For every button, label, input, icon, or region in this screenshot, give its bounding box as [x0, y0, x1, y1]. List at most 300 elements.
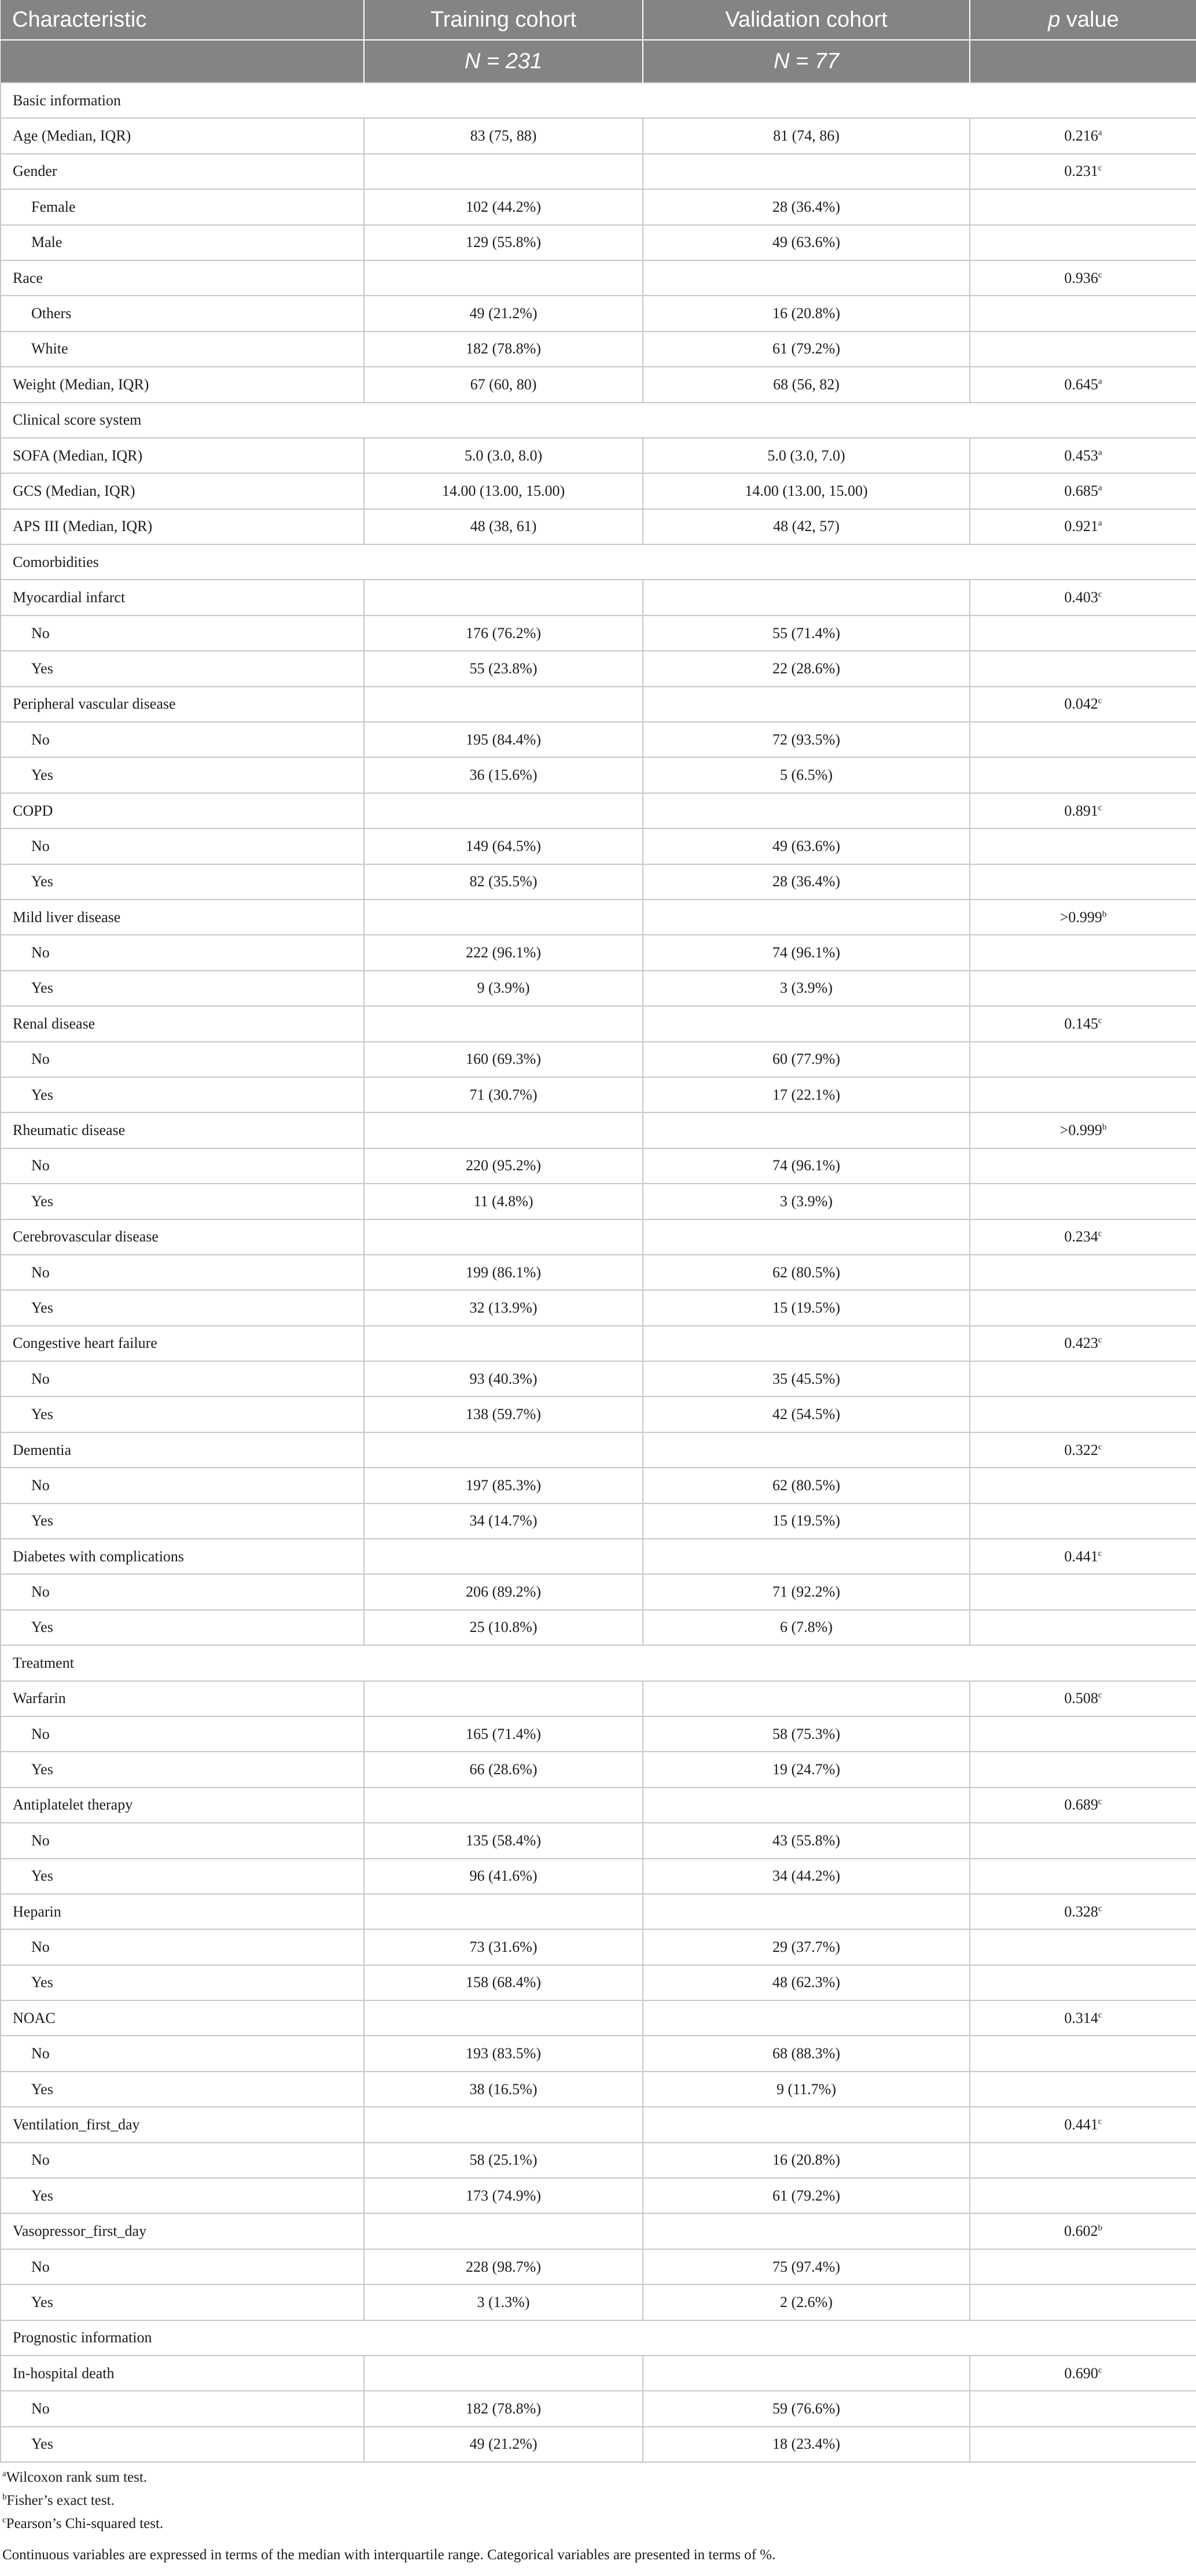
row-label: Myocardial infarct: [1, 580, 364, 615]
validation-value: [643, 687, 970, 722]
validation-value: [643, 2356, 970, 2391]
p-value-cell: [970, 616, 1196, 651]
row-label: Warfarin: [1, 1681, 364, 1716]
validation-value: [643, 580, 970, 615]
section-label: Clinical score system: [1, 403, 1196, 438]
row-label: Yes: [1, 1752, 364, 1787]
subcategory-row: [1, 1823, 1196, 1858]
validation-value: 72 (93.5%): [643, 722, 970, 757]
row-label: Race: [1, 260, 364, 296]
subcategory-row: [1, 1929, 1196, 1965]
row-label: Yes: [1, 971, 364, 1006]
validation-value: [643, 1539, 970, 1574]
validation-value: 75 (97.4%): [643, 2249, 970, 2284]
training-value: [364, 2213, 643, 2249]
row-label: Dementia: [1, 1432, 364, 1468]
p-value-cell: [970, 2036, 1196, 2071]
training-value: 158 (68.4%): [364, 1965, 643, 2000]
validation-value: 3 (3.9%): [643, 1184, 970, 1219]
header-training-cohort: Training cohort: [364, 0, 643, 40]
p-value-cell: [970, 1219, 1196, 1255]
validation-value: 68 (88.3%): [643, 2036, 970, 2071]
validation-value: 74 (96.1%): [643, 935, 970, 970]
row-label: Congestive heart failure: [1, 1326, 364, 1361]
validation-value: 60 (77.9%): [643, 1042, 970, 1077]
test-superscript: c: [1098, 1229, 1102, 1239]
table-row: [1, 509, 1196, 544]
p-value-cell: [970, 1148, 1196, 1184]
row-label: Age (Median, IQR): [1, 118, 364, 153]
header-empty: [1, 40, 364, 83]
test-superscript: a: [1098, 128, 1102, 138]
p-value-cell: [970, 2213, 1196, 2249]
row-label: No: [1, 1574, 364, 1609]
row-label: No: [1, 1255, 364, 1290]
training-value: 182 (78.8%): [364, 2391, 643, 2426]
test-superscript: c: [1098, 1016, 1102, 1026]
subcategory-row: [1, 1255, 1196, 1290]
validation-value: 3 (3.9%): [643, 971, 970, 1006]
subcategory-row: [1, 971, 1196, 1006]
row-label: Yes: [1, 1396, 364, 1432]
validation-value: [643, 1219, 970, 1255]
subcategory-row: [1, 616, 1196, 651]
validation-value: 6 (7.8%): [643, 1610, 970, 1645]
training-value: 176 (76.2%): [364, 616, 643, 651]
subcategory-row: [1, 864, 1196, 900]
p-value-cell: [970, 1965, 1196, 2000]
p-value: 0.423: [1064, 1335, 1098, 1352]
validation-value: [643, 1326, 970, 1361]
section-row: [1, 2320, 1196, 2356]
p-value-cell: [970, 2356, 1196, 2391]
training-value: 3 (1.3%): [364, 2284, 643, 2320]
p-value-cell: [970, 118, 1196, 153]
test-superscript: c: [1098, 1797, 1102, 1807]
subcategory-row: [1, 1148, 1196, 1184]
validation-value: 34 (44.2%): [643, 1859, 970, 1894]
validation-value: 14.00 (13.00, 15.00): [643, 473, 970, 508]
p-value: 0.891: [1064, 802, 1098, 819]
training-value: 228 (98.7%): [364, 2249, 643, 2284]
table-note: Continuous variables are expressed in terms of the median with interquartile range. Categorical variables are presented in terms of %.: [2, 2547, 776, 2563]
footnote-text: Fisher’s exact test.: [6, 2493, 115, 2509]
row-label: Cerebrovascular disease: [1, 1219, 364, 1255]
row-label: No: [1, 2391, 364, 2426]
row-label: GCS (Median, IQR): [1, 473, 364, 508]
validation-value: 48 (42, 57): [643, 509, 970, 544]
training-value: [364, 687, 643, 722]
test-superscript: c: [1098, 2117, 1102, 2127]
group-row: [1, 2107, 1196, 2142]
row-label: Yes: [1, 2284, 364, 2320]
validation-value: 61 (79.2%): [643, 2178, 970, 2213]
header-p-label: value: [1066, 7, 1119, 32]
row-label: No: [1, 1716, 364, 1752]
row-label: Female: [1, 189, 364, 224]
group-row: [1, 900, 1196, 935]
test-superscript: c: [1098, 2365, 1102, 2375]
validation-value: [643, 1006, 970, 1041]
training-value: [364, 260, 643, 296]
row-label: No: [1, 722, 364, 757]
p-value: 0.921: [1064, 518, 1098, 535]
validation-value: [643, 2213, 970, 2249]
validation-value: [643, 1112, 970, 1148]
validation-value: 48 (62.3%): [643, 1965, 970, 2000]
training-value: 160 (69.3%): [364, 1042, 643, 1077]
training-value: 182 (78.8%): [364, 331, 643, 367]
training-value: 34 (14.7%): [364, 1503, 643, 1539]
p-value-cell: [970, 900, 1196, 935]
subcategory-row: [1, 189, 1196, 224]
footnote-marker: b: [2, 2492, 7, 2502]
footnote: [0, 2489, 1196, 2512]
training-value: [364, 1539, 643, 1574]
subcategory-row: [1, 331, 1196, 367]
p-value-cell: [970, 864, 1196, 900]
row-label: COPD: [1, 793, 364, 828]
row-label: Mild liver disease: [1, 900, 364, 935]
validation-value: 5 (6.5%): [643, 757, 970, 793]
header-characteristic: Characteristic: [1, 0, 364, 40]
subcategory-row: [1, 1610, 1196, 1645]
row-label: Peripheral vascular disease: [1, 687, 364, 722]
training-value: 220 (95.2%): [364, 1148, 643, 1184]
group-row: [1, 1219, 1196, 1255]
p-value: 0.689: [1064, 1796, 1098, 1814]
group-row: [1, 260, 1196, 296]
group-row: [1, 1788, 1196, 1823]
p-value-cell: [970, 1255, 1196, 1290]
p-value-cell: [970, 1503, 1196, 1539]
group-row: [1, 580, 1196, 615]
test-superscript: c: [1098, 2010, 1102, 2020]
p-value-cell: [970, 2284, 1196, 2320]
training-value: [364, 900, 643, 935]
training-value: [364, 154, 643, 189]
section-label: Comorbidities: [1, 544, 1196, 580]
subcategory-row: [1, 225, 1196, 260]
training-value: [364, 1681, 643, 1716]
row-label: No: [1, 2249, 364, 2284]
p-value: >0.999: [1059, 908, 1102, 926]
section-row: [1, 403, 1196, 438]
row-label: Yes: [1, 2427, 364, 2462]
training-value: [364, 580, 643, 615]
p-value-cell: [970, 2072, 1196, 2107]
p-value-cell: [970, 225, 1196, 260]
header-validation-n: N = 77: [643, 40, 970, 83]
validation-value: [643, 1788, 970, 1823]
p-value-cell: [970, 1681, 1196, 1716]
p-value-cell: [970, 1432, 1196, 1468]
p-value-cell: [970, 971, 1196, 1006]
table-row: [1, 367, 1196, 402]
test-superscript: c: [1098, 1335, 1102, 1345]
validation-value: [643, 1894, 970, 1929]
validation-value: [643, 1432, 970, 1468]
subcategory-row: [1, 1290, 1196, 1325]
validation-value: 49 (63.6%): [643, 828, 970, 864]
test-superscript: c: [1098, 1549, 1102, 1558]
training-value: 135 (58.4%): [364, 1823, 643, 1858]
p-value-cell: [970, 2249, 1196, 2284]
validation-value: 2 (2.6%): [643, 2284, 970, 2320]
validation-value: 49 (63.6%): [643, 225, 970, 260]
test-superscript: a: [1098, 518, 1102, 528]
validation-value: 5.0 (3.0, 7.0): [643, 438, 970, 473]
validation-value: 81 (74, 86): [643, 118, 970, 153]
subcategory-row: [1, 722, 1196, 757]
training-value: [364, 793, 643, 828]
training-value: 129 (55.8%): [364, 225, 643, 260]
p-value-cell: [970, 189, 1196, 224]
p-value-cell: [970, 722, 1196, 757]
row-label: Renal disease: [1, 1006, 364, 1041]
p-value: 0.685: [1064, 482, 1098, 499]
training-value: 83 (75, 88): [364, 118, 643, 153]
validation-value: 18 (23.4%): [643, 2427, 970, 2462]
group-row: [1, 1681, 1196, 1716]
subcategory-row: [1, 1859, 1196, 1894]
p-value-cell: [970, 509, 1196, 544]
row-label: Yes: [1, 2178, 364, 2213]
test-superscript: c: [1098, 696, 1102, 706]
p-value: 0.042: [1064, 695, 1098, 713]
validation-value: [643, 900, 970, 935]
p-value: 0.453: [1064, 447, 1098, 464]
training-value: 206 (89.2%): [364, 1574, 643, 1609]
p-value-cell: [970, 331, 1196, 367]
p-value: 0.403: [1064, 589, 1098, 606]
p-value-cell: [970, 1859, 1196, 1894]
row-label: In-hospital death: [1, 2356, 364, 2391]
training-value: 5.0 (3.0, 8.0): [364, 438, 643, 473]
subcategory-row: [1, 828, 1196, 864]
row-label: Yes: [1, 757, 364, 793]
test-superscript: c: [1098, 163, 1102, 173]
p-value-cell: [970, 2391, 1196, 2426]
subcategory-row: [1, 2072, 1196, 2107]
row-label: Yes: [1, 1610, 364, 1645]
table-body: [1, 83, 1196, 2462]
row-label: Yes: [1, 1290, 364, 1325]
training-value: [364, 2107, 643, 2142]
test-superscript: a: [1098, 447, 1102, 457]
p-value-cell: [970, 2143, 1196, 2178]
p-value-cell: [970, 793, 1196, 828]
row-label: No: [1, 616, 364, 651]
validation-value: 74 (96.1%): [643, 1148, 970, 1184]
validation-value: 22 (28.6%): [643, 651, 970, 686]
training-value: 199 (86.1%): [364, 1255, 643, 1290]
training-value: [364, 1432, 643, 1468]
training-value: 14.00 (13.00, 15.00): [364, 473, 643, 508]
group-row: [1, 687, 1196, 722]
row-label: Male: [1, 225, 364, 260]
p-value-cell: [970, 296, 1196, 331]
p-value: 0.690: [1064, 2364, 1098, 2382]
row-label: No: [1, 1148, 364, 1184]
row-label: Vasopressor_first_day: [1, 2213, 364, 2249]
subcategory-row: [1, 1077, 1196, 1112]
training-value: [364, 1788, 643, 1823]
p-value: 0.441: [1064, 2116, 1098, 2133]
validation-value: 17 (22.1%): [643, 1077, 970, 1112]
row-label: No: [1, 1929, 364, 1965]
p-value: 0.936: [1064, 269, 1098, 286]
p-value-cell: [970, 1752, 1196, 1787]
training-value: 48 (38, 61): [364, 509, 643, 544]
header-row: [1, 0, 1196, 40]
training-value: 25 (10.8%): [364, 1610, 643, 1645]
p-value-cell: [970, 473, 1196, 508]
validation-value: 55 (71.4%): [643, 616, 970, 651]
validation-value: [643, 2000, 970, 2036]
row-label: Yes: [1, 864, 364, 900]
training-value: 102 (44.2%): [364, 189, 643, 224]
p-value-cell: [970, 1610, 1196, 1645]
row-label: Yes: [1, 1184, 364, 1219]
group-row: [1, 154, 1196, 189]
p-value-cell: [970, 1112, 1196, 1148]
subcategory-row: [1, 1042, 1196, 1077]
table-row: [1, 438, 1196, 473]
table-row: [1, 118, 1196, 153]
test-superscript: c: [1098, 270, 1102, 279]
row-label: Yes: [1, 1859, 364, 1894]
p-value-cell: [970, 687, 1196, 722]
test-superscript: a: [1098, 377, 1102, 386]
p-value-cell: [970, 1006, 1196, 1041]
subcategory-row: [1, 2284, 1196, 2320]
table-row: [1, 473, 1196, 508]
header-training-n: N = 231: [364, 40, 643, 83]
group-row: [1, 2356, 1196, 2391]
p-value-cell: [970, 1077, 1196, 1112]
subcategory-row: [1, 1503, 1196, 1539]
subcategory-row: [1, 2036, 1196, 2071]
row-label: Heparin: [1, 1894, 364, 1929]
training-value: [364, 1894, 643, 1929]
p-value: 0.231: [1064, 163, 1098, 180]
p-value-cell: [970, 154, 1196, 189]
test-superscript: c: [1098, 1903, 1102, 1913]
training-value: 96 (41.6%): [364, 1859, 643, 1894]
p-value-cell: [970, 1894, 1196, 1929]
p-value-cell: [970, 1539, 1196, 1574]
group-row: [1, 793, 1196, 828]
test-superscript: b: [1098, 2223, 1102, 2233]
subcategory-row: [1, 1184, 1196, 1219]
training-value: [364, 2356, 643, 2391]
training-value: 193 (83.5%): [364, 2036, 643, 2071]
row-label: Ventilation_first_day: [1, 2107, 364, 2142]
p-value-cell: [970, 935, 1196, 970]
training-value: 222 (96.1%): [364, 935, 643, 970]
subcategory-row: [1, 2427, 1196, 2462]
group-row: [1, 2213, 1196, 2249]
row-label: Yes: [1, 651, 364, 686]
section-label: Treatment: [1, 1645, 1196, 1681]
p-value-cell: [970, 651, 1196, 686]
group-row: [1, 1112, 1196, 1148]
row-label: Yes: [1, 1965, 364, 2000]
validation-value: [643, 1681, 970, 1716]
row-label: Weight (Median, IQR): [1, 367, 364, 402]
row-label: Gender: [1, 154, 364, 189]
validation-value: [643, 260, 970, 296]
p-value-cell: [970, 1184, 1196, 1219]
p-value-cell: [970, 757, 1196, 793]
test-superscript: c: [1098, 1442, 1102, 1451]
p-value: >0.999: [1059, 1122, 1102, 1139]
header-p-italic: p: [1048, 7, 1061, 32]
p-value-cell: [970, 2178, 1196, 2213]
training-value: 197 (85.3%): [364, 1468, 643, 1503]
training-value: 82 (35.5%): [364, 864, 643, 900]
subcategory-row: [1, 935, 1196, 970]
table-header: [1, 0, 1196, 83]
row-label: Yes: [1, 1077, 364, 1112]
p-value-cell: [970, 1574, 1196, 1609]
p-value-cell: [970, 367, 1196, 402]
training-value: 66 (28.6%): [364, 1752, 643, 1787]
test-superscript: b: [1102, 909, 1107, 919]
subcategory-row: [1, 1752, 1196, 1787]
header-n-row: [1, 40, 1196, 83]
p-value-cell: [970, 2107, 1196, 2142]
group-row: [1, 2000, 1196, 2036]
training-value: 58 (25.1%): [364, 2143, 643, 2178]
row-label: Rheumatic disease: [1, 1112, 364, 1148]
validation-value: 16 (20.8%): [643, 2143, 970, 2178]
subcategory-row: [1, 1716, 1196, 1752]
p-value-cell: [970, 1716, 1196, 1752]
subcategory-row: [1, 1361, 1196, 1396]
group-row: [1, 1326, 1196, 1361]
validation-value: [643, 154, 970, 189]
validation-value: 62 (80.5%): [643, 1255, 970, 1290]
p-value: 0.145: [1064, 1015, 1098, 1032]
row-label: No: [1, 1823, 364, 1858]
validation-value: 42 (54.5%): [643, 1396, 970, 1432]
subcategory-row: [1, 651, 1196, 686]
row-label: No: [1, 2036, 364, 2071]
training-value: [364, 1006, 643, 1041]
footnote-marker: c: [2, 2515, 6, 2525]
validation-value: [643, 2107, 970, 2142]
validation-value: [643, 793, 970, 828]
training-value: 49 (21.2%): [364, 2427, 643, 2462]
group-row: [1, 1006, 1196, 1041]
p-value-cell: [970, 1396, 1196, 1432]
footnote: [0, 2466, 1196, 2489]
training-value: [364, 1219, 643, 1255]
p-value-cell: [970, 438, 1196, 473]
p-value-cell: [970, 2427, 1196, 2462]
validation-value: 19 (24.7%): [643, 1752, 970, 1787]
training-value: 138 (59.7%): [364, 1396, 643, 1432]
validation-value: 71 (92.2%): [643, 1574, 970, 1609]
test-superscript: b: [1102, 1122, 1107, 1132]
p-value-cell: [970, 1042, 1196, 1077]
training-value: 71 (30.7%): [364, 1077, 643, 1112]
subcategory-row: [1, 1965, 1196, 2000]
section-label: Basic information: [1, 83, 1196, 118]
validation-value: 62 (80.5%): [643, 1468, 970, 1503]
